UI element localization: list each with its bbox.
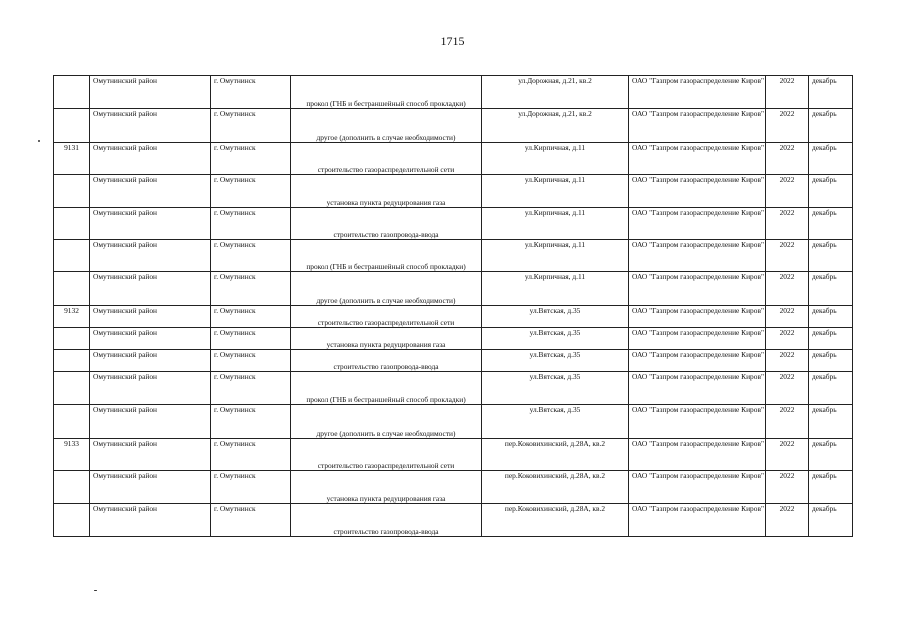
year-cell: 2022 [766,439,809,471]
month-cell: декабрь [809,306,853,328]
address-cell: ул.Кирпичная, д.11 [482,240,629,272]
work-type-cell: установка пункта редуцирования газа [291,471,482,504]
city-cell: г. Омутнинск [211,240,291,272]
address-cell: ул.Дорожная, д.21, кв.2 [482,109,629,143]
organization-cell: ОАО "Газпром газораспределение Киров" [629,272,766,306]
city-cell: г. Омутнинск [211,405,291,439]
district-cell: Омутнинский район [90,208,211,240]
organization-cell: ОАО "Газпром газораспределение Киров" [629,306,766,328]
district-cell: Омутнинский район [90,143,211,175]
work-type-cell: другое (дополнить в случае необходимости) [291,109,482,143]
year-cell: 2022 [766,143,809,175]
row-number [54,272,90,306]
work-type-cell: строительство газораспределительной сети [291,306,482,328]
table-row [54,143,853,175]
row-number [54,504,90,537]
month-cell: декабрь [809,109,853,143]
month-cell: декабрь [809,439,853,471]
city-cell: г. Омутнинск [211,109,291,143]
row-number [54,328,90,350]
works-table [53,75,853,537]
district-cell: Омутнинский район [90,109,211,143]
address-cell: ул.Вятская, д.35 [482,350,629,372]
row-number [54,175,90,208]
district-cell: Омутнинский район [90,471,211,504]
row-number [54,109,90,143]
month-cell: декабрь [809,350,853,372]
year-cell: 2022 [766,328,809,350]
city-cell: г. Омутнинск [211,306,291,328]
organization-cell: ОАО "Газпром газораспределение Киров" [629,328,766,350]
year-cell: 2022 [766,208,809,240]
row-number: 9131 [54,143,90,175]
organization-cell: ОАО "Газпром газораспределение Киров" [629,350,766,372]
month-cell: декабрь [809,471,853,504]
table-row [54,208,853,240]
city-cell: г. Омутнинск [211,350,291,372]
work-type-cell: другое (дополнить в случае необходимости) [291,405,482,439]
organization-cell: ОАО "Газпром газораспределение Киров" [629,76,766,109]
table-row [54,76,853,109]
district-cell: Омутнинский район [90,306,211,328]
organization-cell: ОАО "Газпром газораспределение Киров" [629,471,766,504]
work-type-cell: установка пункта редуцирования газа [291,328,482,350]
year-cell: 2022 [766,306,809,328]
row-number [54,208,90,240]
row-number: 9132 [54,306,90,328]
month-cell: декабрь [809,272,853,306]
month-cell: декабрь [809,504,853,537]
address-cell: ул.Дорожная, д.21, кв.2 [482,76,629,109]
organization-cell: ОАО "Газпром газораспределение Киров" [629,109,766,143]
address-cell: ул.Вятская, д.35 [482,372,629,405]
work-type-cell: прокол (ГНБ и бестраншейный способ прокладки) [291,372,482,405]
row-number [54,350,90,372]
address-cell: ул.Вятская, д.35 [482,328,629,350]
row-number [54,372,90,405]
table-row [54,328,853,350]
table-row [54,109,853,143]
year-cell: 2022 [766,372,809,405]
month-cell: декабрь [809,372,853,405]
work-type-cell: строительство газопровода-ввода [291,208,482,240]
table-row [54,240,853,272]
table-row [54,372,853,405]
work-type-cell: установка пункта редуцирования газа [291,175,482,208]
district-cell: Омутнинский район [90,240,211,272]
city-cell: г. Омутнинск [211,143,291,175]
district-cell: Омутнинский район [90,175,211,208]
month-cell: декабрь [809,208,853,240]
district-cell: Омутнинский район [90,439,211,471]
city-cell: г. Омутнинск [211,208,291,240]
district-cell: Омутнинский район [90,328,211,350]
table-row [54,175,853,208]
work-type-cell: строительство газораспределительной сети [291,143,482,175]
organization-cell: ОАО "Газпром газораспределение Киров" [629,372,766,405]
district-cell: Омутнинский район [90,76,211,109]
address-cell: пер.Коковихинский, д.28А, кв.2 [482,471,629,504]
row-number [54,405,90,439]
row-number [54,76,90,109]
year-cell: 2022 [766,504,809,537]
year-cell: 2022 [766,272,809,306]
table-row [54,439,853,471]
year-cell: 2022 [766,109,809,143]
year-cell: 2022 [766,350,809,372]
city-cell: г. Омутнинск [211,175,291,208]
table-row [54,306,853,328]
address-cell: ул.Вятская, д.35 [482,405,629,439]
table-row [54,405,853,439]
work-type-cell: прокол (ГНБ и бестраншейный способ прокладки) [291,240,482,272]
work-type-cell: прокол (ГНБ и бестраншейный способ прокладки) [291,76,482,109]
district-cell: Омутнинский район [90,350,211,372]
address-cell: ул.Кирпичная, д.11 [482,272,629,306]
page-number: 1715 [440,34,465,48]
year-cell: 2022 [766,405,809,439]
table-row [54,350,853,372]
city-cell: г. Омутнинск [211,272,291,306]
organization-cell: ОАО "Газпром газораспределение Киров" [629,405,766,439]
district-cell: Омутнинский район [90,405,211,439]
year-cell: 2022 [766,240,809,272]
city-cell: г. Омутнинск [211,504,291,537]
scan-dot-mark [38,140,40,142]
work-type-cell: строительство газораспределительной сети [291,439,482,471]
table-row [54,471,853,504]
address-cell: ул.Кирпичная, д.11 [482,208,629,240]
address-cell: ул.Вятская, д.35 [482,306,629,328]
table-row [54,272,853,306]
year-cell: 2022 [766,76,809,109]
month-cell: декабрь [809,76,853,109]
organization-cell: ОАО "Газпром газораспределение Киров" [629,175,766,208]
year-cell: 2022 [766,175,809,208]
city-cell: г. Омутнинск [211,328,291,350]
address-cell: ул.Кирпичная, д.11 [482,143,629,175]
month-cell: декабрь [809,175,853,208]
organization-cell: ОАО "Газпром газораспределение Киров" [629,208,766,240]
work-type-cell: строительство газопровода-ввода [291,504,482,537]
address-cell: пер.Коковихинский, д.28А, кв.2 [482,504,629,537]
address-cell: ул.Кирпичная, д.11 [482,175,629,208]
city-cell: г. Омутнинск [211,76,291,109]
organization-cell: ОАО "Газпром газораспределение Киров" [629,504,766,537]
district-cell: Омутнинский район [90,272,211,306]
row-number: 9133 [54,439,90,471]
organization-cell: ОАО "Газпром газораспределение Киров" [629,240,766,272]
month-cell: декабрь [809,405,853,439]
work-type-cell: другое (дополнить в случае необходимости) [291,272,482,306]
month-cell: декабрь [809,143,853,175]
row-number [54,471,90,504]
district-cell: Омутнинский район [90,372,211,405]
month-cell: декабрь [809,240,853,272]
city-cell: г. Омутнинск [211,372,291,405]
scan-dot-mark [94,590,97,591]
work-type-cell: строительство газопровода-ввода [291,350,482,372]
year-cell: 2022 [766,471,809,504]
row-number [54,240,90,272]
district-cell: Омутнинский район [90,504,211,537]
month-cell: декабрь [809,328,853,350]
organization-cell: ОАО "Газпром газораспределение Киров" [629,439,766,471]
table-row [54,504,853,537]
city-cell: г. Омутнинск [211,471,291,504]
city-cell: г. Омутнинск [211,439,291,471]
organization-cell: ОАО "Газпром газораспределение Киров" [629,143,766,175]
address-cell: пер.Коковихинский, д.28А, кв.2 [482,439,629,471]
